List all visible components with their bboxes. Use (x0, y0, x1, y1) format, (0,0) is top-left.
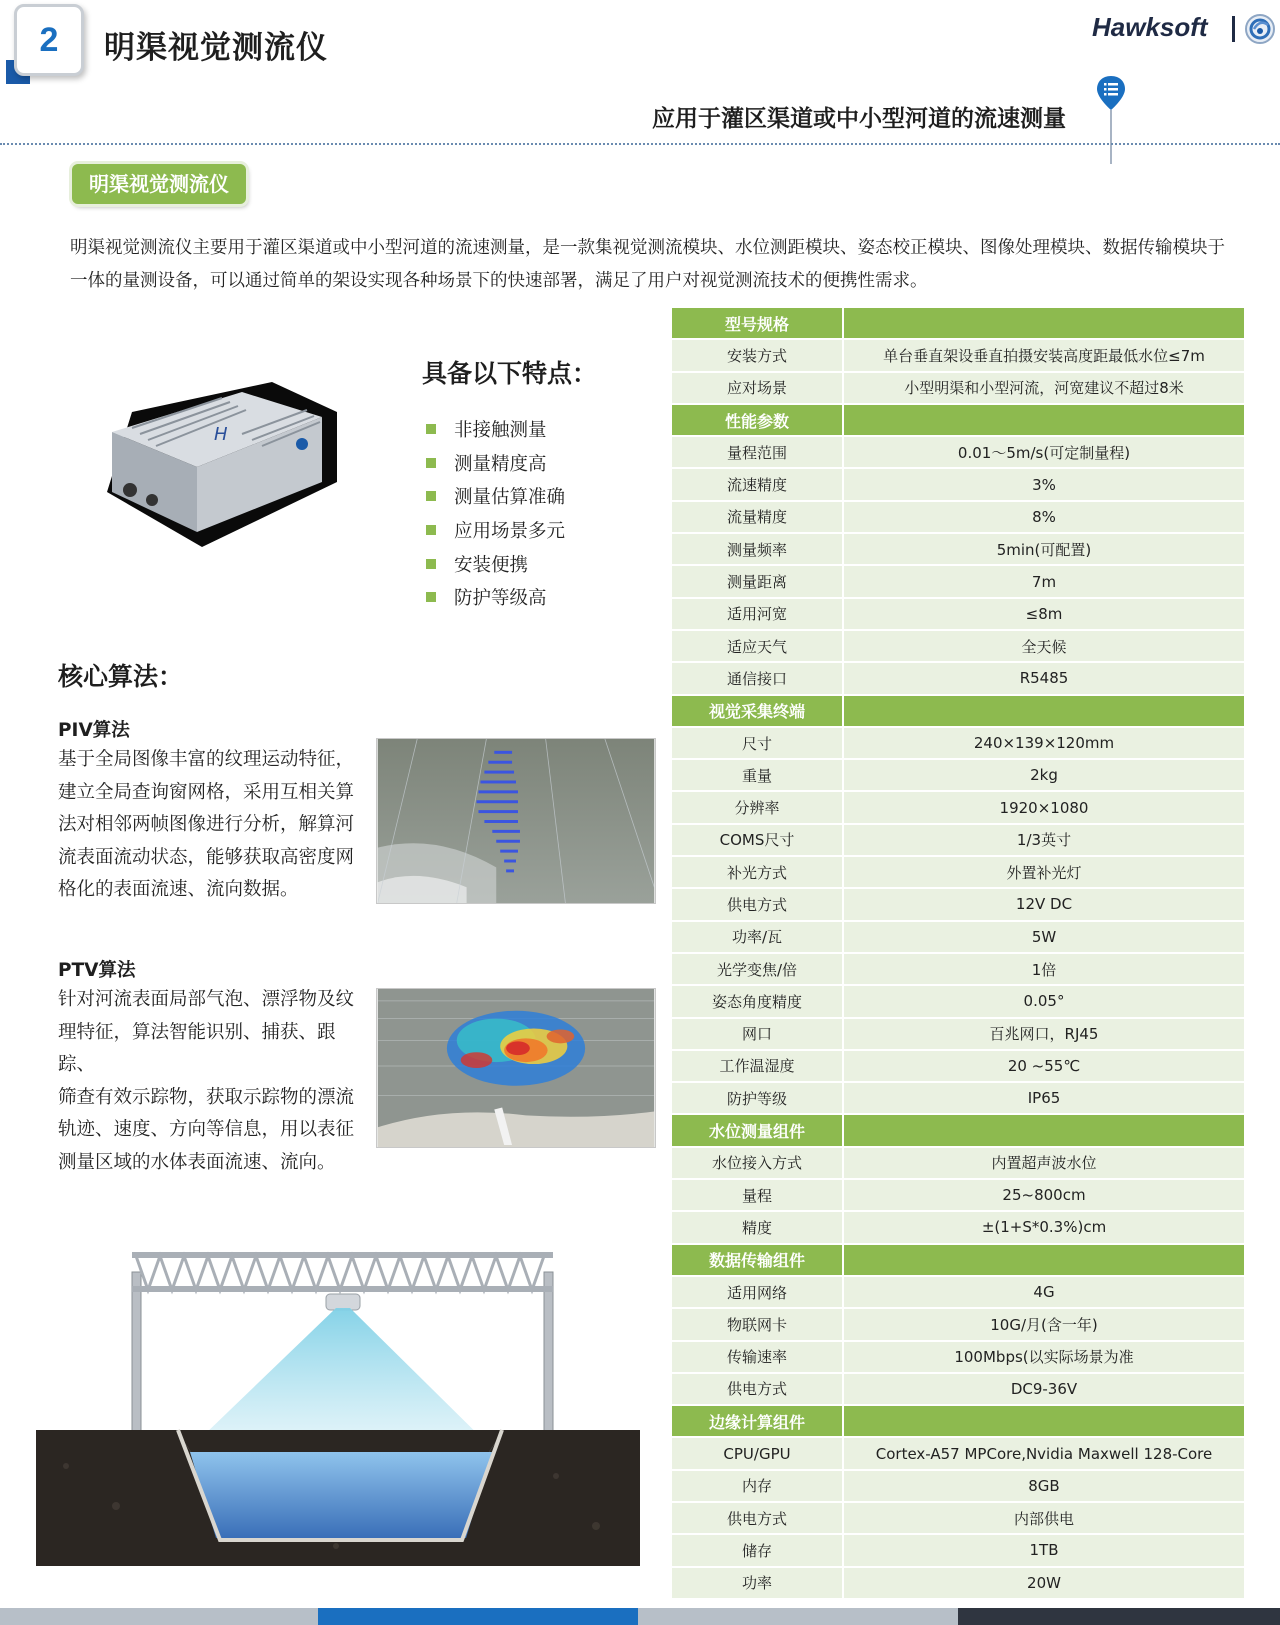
spec-key: 精度 (672, 1212, 842, 1242)
spec-row (672, 857, 1244, 887)
spec-key: 光学变焦/倍 (672, 954, 842, 984)
spec-key: 测量距离 (672, 566, 842, 596)
spec-value: 100Mbps(以实际场景为准 (842, 1342, 1244, 1372)
list-pin-icon (1096, 74, 1126, 164)
hawksoft-logo-icon (1244, 11, 1276, 47)
spec-value: 全天候 (842, 631, 1244, 661)
spec-row (672, 1374, 1244, 1404)
spec-row (672, 1051, 1244, 1081)
piv-line: 流表面流动状态，能够获取高密度网 (58, 846, 355, 868)
ptv-line: 理特征，算法智能识别、捕获、跟踪、 (58, 1021, 336, 1076)
spec-value: 1/3英寸 (842, 825, 1244, 855)
ptv-description (58, 984, 368, 1180)
features-list (424, 416, 565, 618)
spec-key: 内存 (672, 1471, 842, 1501)
spec-value: DC9-36V (842, 1374, 1244, 1404)
spec-row (672, 1277, 1244, 1307)
spec-section-fill (842, 308, 1244, 338)
spec-row (672, 986, 1244, 1016)
piv-photo (376, 738, 656, 904)
spec-key: 测量频率 (672, 534, 842, 564)
spec-value: 20 ~55℃ (842, 1051, 1244, 1081)
spec-value: 内置超声波水位 (842, 1148, 1244, 1178)
spec-row (672, 631, 1244, 661)
spec-row (672, 728, 1244, 758)
spec-key: 供电方式 (672, 1503, 842, 1533)
spec-section-label: 型号规格 (672, 308, 842, 338)
spec-row (672, 1438, 1244, 1468)
spec-key: 适用网络 (672, 1277, 842, 1307)
ptv-line: 测量区域的水体表面流速、流向。 (58, 1151, 336, 1173)
spec-value: 8% (842, 502, 1244, 532)
spec-row (672, 1471, 1244, 1501)
spec-section-header (672, 1406, 1244, 1436)
spec-section-header (672, 405, 1244, 435)
page-title: 明渠视觉测流仪 (104, 30, 328, 66)
spec-row (672, 954, 1244, 984)
spec-key: CPU/GPU (672, 1438, 842, 1468)
spec-key: 工作温湿度 (672, 1051, 842, 1081)
spec-value: 单台垂直架设垂直拍摄安装高度距最低水位≤7m (842, 340, 1244, 370)
feature-item: 应用场景多元 (424, 517, 565, 551)
spec-row (672, 663, 1244, 693)
spec-section-label: 数据传输组件 (672, 1245, 842, 1275)
spec-value: Cortex-A57 MPCore,Nvidia Maxwell 128-Core (842, 1438, 1244, 1468)
spec-value: 12V DC (842, 889, 1244, 919)
spec-value: IP65 (842, 1083, 1244, 1113)
spec-row (672, 1568, 1244, 1598)
spec-value: 7m (842, 566, 1244, 596)
spec-key: 分辨率 (672, 792, 842, 822)
spec-key: 供电方式 (672, 1374, 842, 1404)
spec-row (672, 1083, 1244, 1113)
page-subtitle: 应用于灌区渠道或中小型河道的流速测量 (652, 106, 1066, 132)
spec-value: 外置补光灯 (842, 857, 1244, 887)
spec-key: 尺寸 (672, 728, 842, 758)
spec-row (672, 566, 1244, 596)
spec-section-fill (842, 1245, 1244, 1275)
spec-row (672, 502, 1244, 532)
spec-key: 补光方式 (672, 857, 842, 887)
spec-key: 适用河宽 (672, 599, 842, 629)
spec-value: 8GB (842, 1471, 1244, 1501)
spec-value: 0.01～5m/s(可定制量程) (842, 437, 1244, 467)
spec-row (672, 373, 1244, 403)
spec-value: 1920×1080 (842, 792, 1244, 822)
spec-value: 1倍 (842, 954, 1244, 984)
spec-key: 水位接入方式 (672, 1148, 842, 1178)
spec-section-label: 水位测量组件 (672, 1115, 842, 1145)
spec-row (672, 1342, 1244, 1372)
spec-key: 防护等级 (672, 1083, 842, 1113)
spec-key: 功率/瓦 (672, 922, 842, 952)
spec-key: 适应天气 (672, 631, 842, 661)
feature-item: 防护等级高 (424, 584, 565, 618)
footer-bar-segment (0, 1608, 318, 1625)
spec-key: 储存 (672, 1535, 842, 1565)
spec-value: ±(1+S*0.3%)cm (842, 1212, 1244, 1242)
piv-description (58, 744, 368, 907)
spec-section-label: 边缘计算组件 (672, 1406, 842, 1436)
feature-item: 测量精度高 (424, 450, 565, 484)
spec-key: 量程 (672, 1180, 842, 1210)
spec-key: 功率 (672, 1568, 842, 1598)
ptv-line: 针对河流表面局部气泡、漂浮物及纹 (58, 989, 355, 1010)
spec-key: 流量精度 (672, 502, 842, 532)
spec-value: 5min(可配置) (842, 534, 1244, 564)
spec-key: 流速精度 (672, 469, 842, 499)
spec-section-fill (842, 1406, 1244, 1436)
piv-line: 基于全局图像丰富的纹理运动特征， (58, 749, 355, 770)
spec-table (672, 306, 1244, 1600)
spec-section-fill (842, 405, 1244, 435)
spec-value: 1TB (842, 1535, 1244, 1565)
spec-row (672, 1212, 1244, 1242)
section-number: 2 (39, 21, 59, 59)
spec-row (672, 1535, 1244, 1565)
spec-row (672, 534, 1244, 564)
spec-row (672, 760, 1244, 790)
spec-row (672, 1148, 1244, 1178)
feature-item: 非接触测量 (424, 416, 565, 450)
spec-row (672, 437, 1244, 467)
spec-section-fill (842, 1115, 1244, 1145)
piv-title: PIV算法 (58, 720, 130, 741)
spec-row (672, 825, 1244, 855)
spec-value: 3% (842, 469, 1244, 499)
spec-value: 5W (842, 922, 1244, 952)
spec-key: COMS尺寸 (672, 825, 842, 855)
spec-row (672, 1503, 1244, 1533)
svg-text:H: H (214, 424, 228, 445)
spec-value: 百兆网口，RJ45 (842, 1019, 1244, 1049)
spec-key: 传输速率 (672, 1342, 842, 1372)
feature-item: 测量估算准确 (424, 483, 565, 517)
spec-key: 网口 (672, 1019, 842, 1049)
spec-value: 10G/月(含一年) (842, 1309, 1244, 1339)
core-algorithms-title: 核心算法： (58, 662, 184, 691)
feature-item: 安装便携 (424, 551, 565, 585)
spec-section-header (672, 696, 1244, 726)
spec-section-label: 性能参数 (672, 405, 842, 435)
spec-value: 2kg (842, 760, 1244, 790)
installation-scene (36, 1246, 640, 1566)
spec-row (672, 792, 1244, 822)
spec-key: 通信接口 (672, 663, 842, 693)
spec-key: 应对场景 (672, 373, 842, 403)
brand-name: Hawksoft (1092, 12, 1208, 42)
spec-value: 0.05° (842, 986, 1244, 1016)
footer-bar-segment (638, 1608, 958, 1625)
spec-section-label: 视觉采集终端 (672, 696, 842, 726)
features-title: 具备以下特点： (422, 359, 598, 388)
ptv-title: PTV算法 (58, 960, 136, 981)
piv-line: 格化的表面流速、流向数据。 (58, 879, 299, 901)
spec-value: ≤8m (842, 599, 1244, 629)
header-divider (0, 143, 1280, 145)
spec-row (672, 340, 1244, 370)
footer-bar-segment (318, 1608, 638, 1625)
spec-key: 姿态角度精度 (672, 986, 842, 1016)
device-image (92, 372, 350, 557)
section-number-box (14, 4, 84, 76)
footer-bar-segment (958, 1608, 1280, 1625)
ptv-line: 轨迹、速度、方向等信息，用以表征 (58, 1119, 355, 1141)
spec-row (672, 1180, 1244, 1210)
spec-row (672, 469, 1244, 499)
spec-row (672, 922, 1244, 952)
section-badge: 明渠视觉测流仪 (72, 164, 246, 204)
spec-key: 重量 (672, 760, 842, 790)
spec-row (672, 599, 1244, 629)
spec-row (672, 889, 1244, 919)
spec-value: 4G (842, 1277, 1244, 1307)
spec-value: 240×139×120mm (842, 728, 1244, 758)
spec-value: 25~800cm (842, 1180, 1244, 1210)
spec-key: 量程范围 (672, 437, 842, 467)
piv-line: 法对相邻两帧图像进行分析，解算河 (58, 814, 355, 836)
spec-section-header (672, 308, 1244, 338)
spec-key: 供电方式 (672, 889, 842, 919)
spec-value: R5485 (842, 663, 1244, 693)
brand-separator (1232, 16, 1235, 42)
spec-section-header (672, 1115, 1244, 1145)
spec-row (672, 1309, 1244, 1339)
piv-line: 建立全局查询窗网格，采用互相关算 (58, 781, 355, 803)
spec-value: 20W (842, 1568, 1244, 1598)
spec-row (672, 1019, 1244, 1049)
spec-key: 安装方式 (672, 340, 842, 370)
intro-paragraph: 明渠视觉测流仪主要用于灌区渠道或中小型河道的流速测量，是一款集视觉测流模块、水位测距模块、姿态校正模块、图像处理模块、数据传输模块于一体的量测设备，可以通过简单的架设实现各种场景下的快速部署，满足了用户对视觉测流技术的便携性需求。 (70, 238, 1225, 291)
spec-value: 内部供电 (842, 1503, 1244, 1533)
spec-section-header (672, 1245, 1244, 1275)
spec-key: 物联网卡 (672, 1309, 842, 1339)
ptv-photo (376, 988, 656, 1148)
spec-value: 小型明渠和小型河流，河宽建议不超过8米 (842, 373, 1244, 403)
ptv-line: 筛查有效示踪物，获取示踪物的漂流 (58, 1086, 355, 1108)
spec-section-fill (842, 696, 1244, 726)
